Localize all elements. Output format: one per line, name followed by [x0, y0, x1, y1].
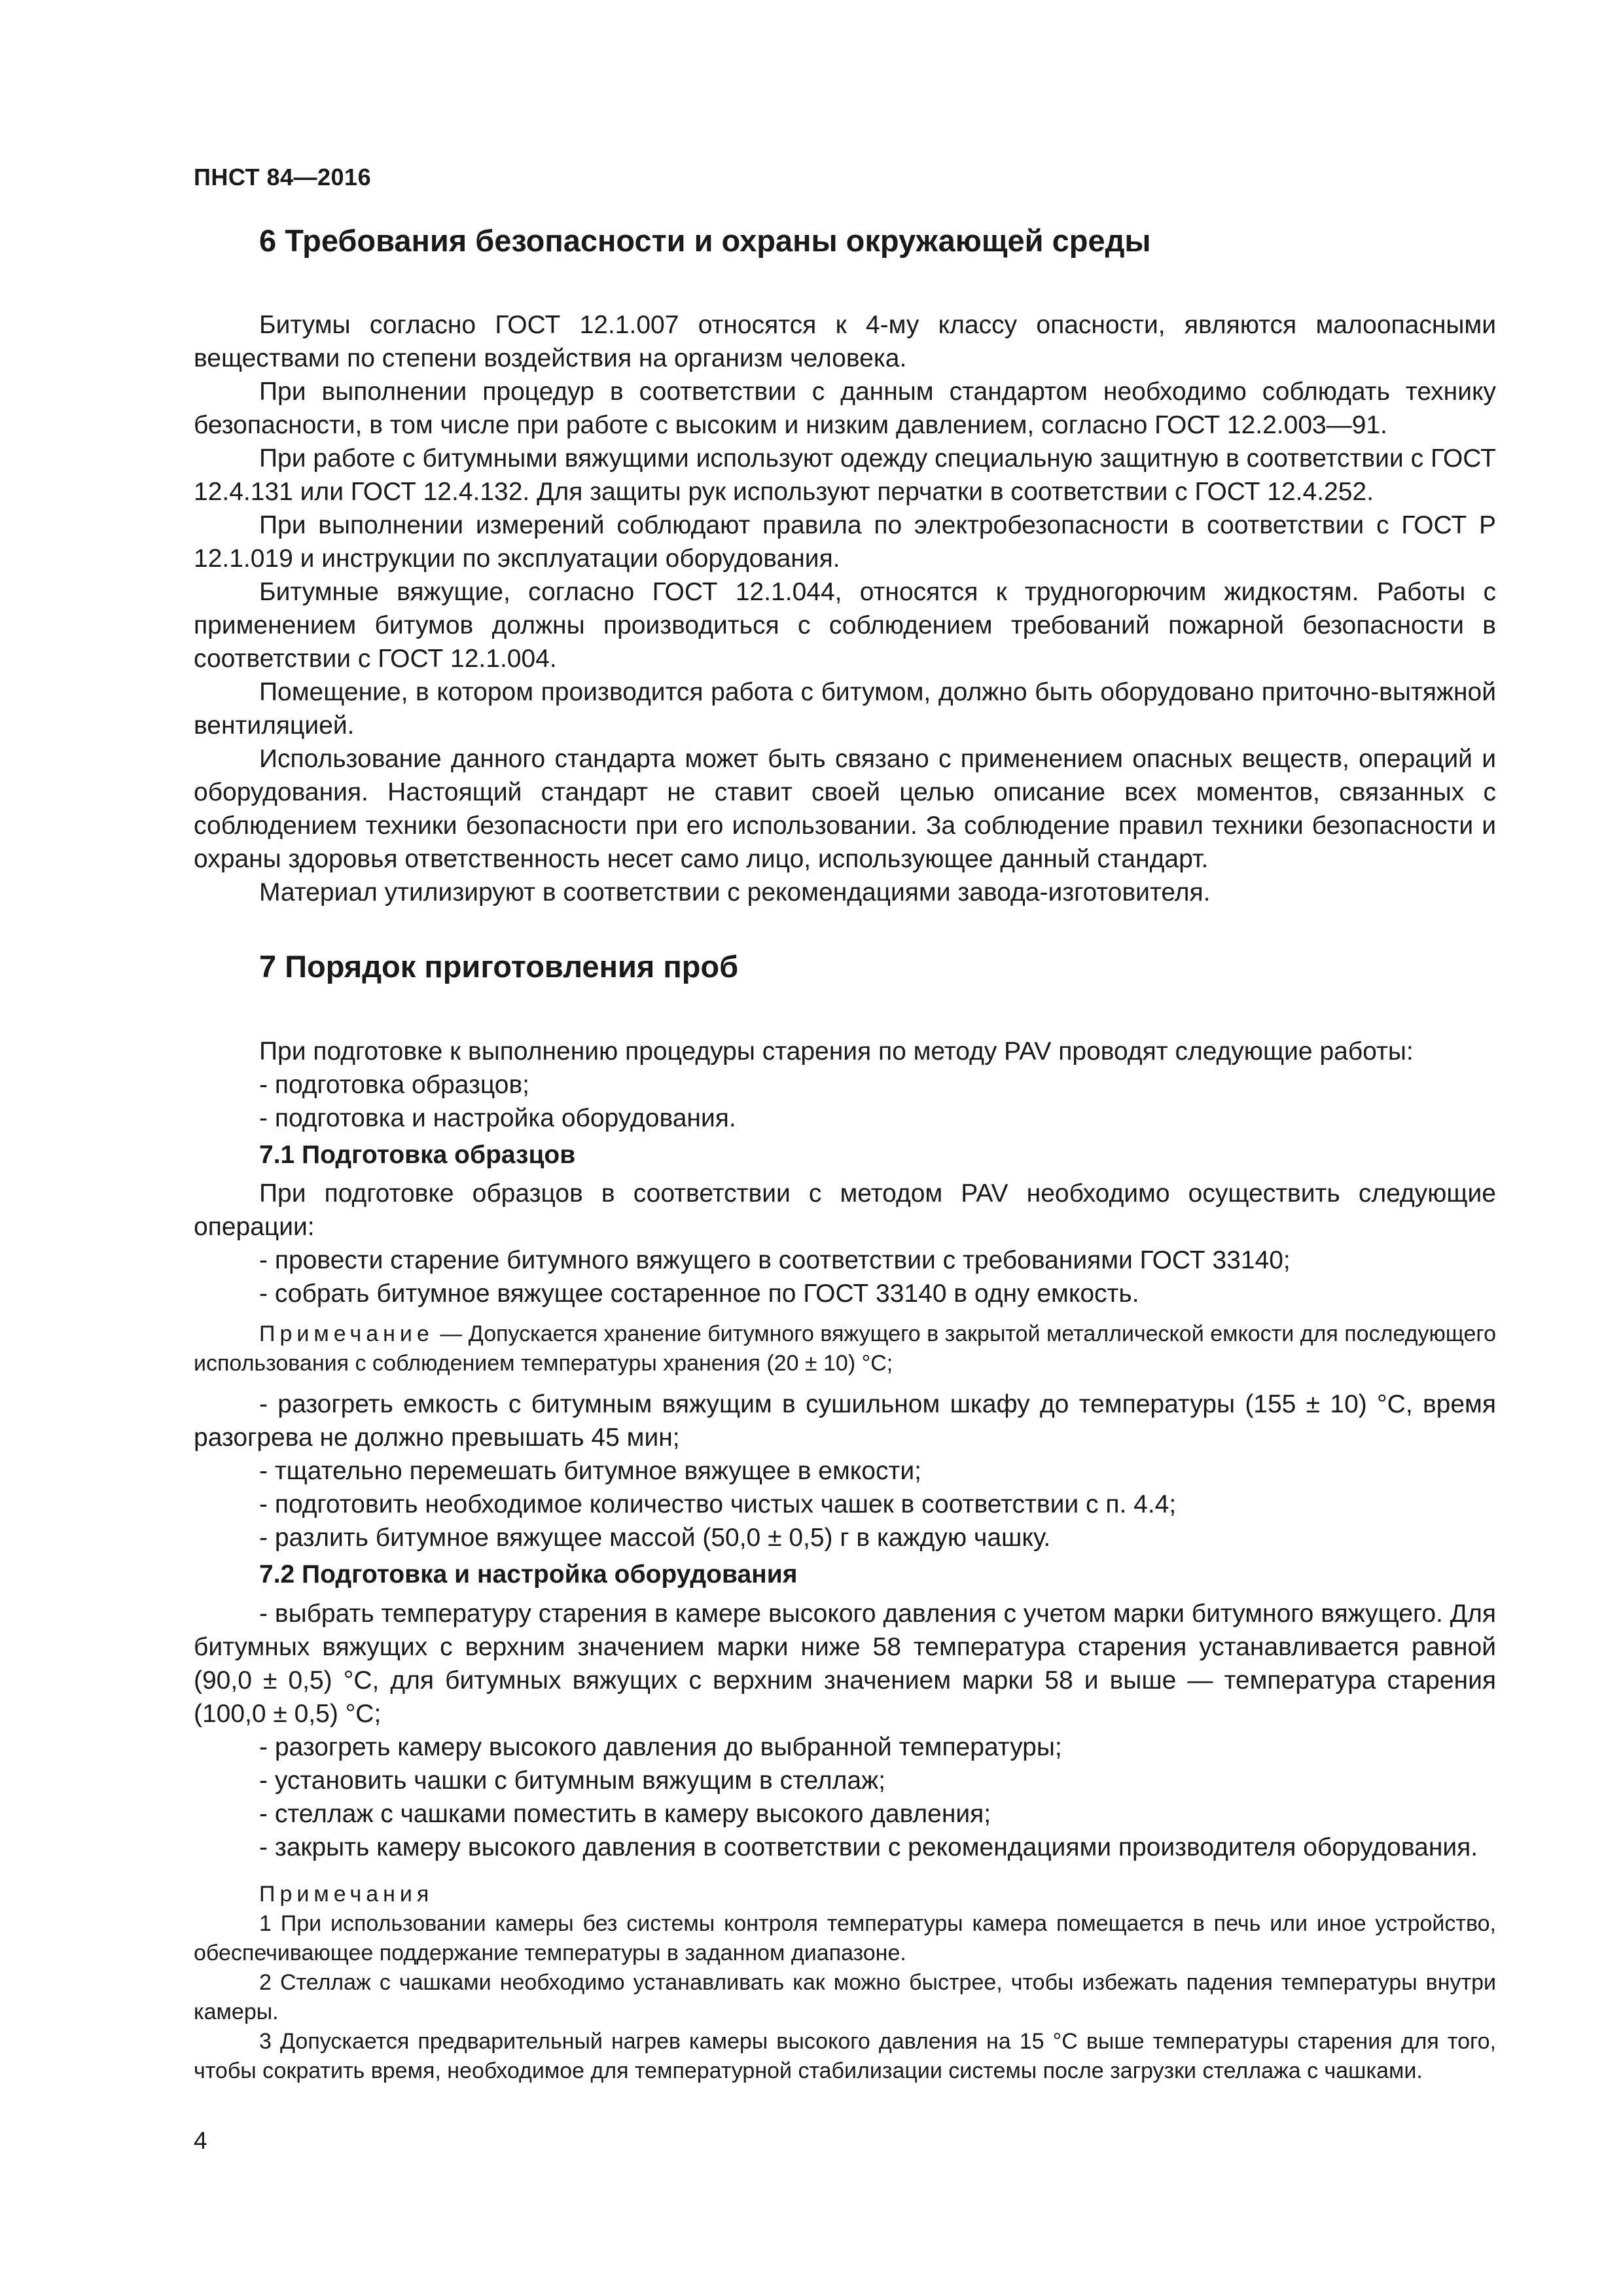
notes-heading: Примечания — [259, 1882, 434, 1907]
list-item: - разогреть камеру высокого давления до выбранной температуры; — [259, 1733, 1062, 1762]
section-6-paragraph: При выполнении процедур в соответствии с данным стандартом необходимо соблюдать технику безопасности, в том числе при работе с высоким и низким давлением, согласно ГОСТ 12.2.003—91. — [194, 378, 1496, 440]
list-item: - провести старение битумного вяжущего в соответствии с требованиями ГОСТ 33140; — [259, 1246, 1291, 1275]
list-item: - закрыть камеру высокого давления в соответствии с рекомендациями производителя оборудования. — [259, 1833, 1478, 1862]
note-label: Примечание — [259, 1321, 434, 1347]
section-6-paragraph: Битумные вяжущие, согласно ГОСТ 12.1.044, относятся к трудногорючим жидкостям. Работы с применением битумов должны производиться с соблюдением требований пожарной безопасности в соответствии с ГОСТ 12.1.004. — [194, 578, 1496, 673]
section-6-title: 6 Требования безопасности и охраны окружающей среды — [259, 223, 1151, 258]
section-6-paragraph: Помещение, в котором производится работа с битумом, должно быть оборудовано приточно-вытяжной вентиляцией. — [194, 678, 1496, 740]
list-item: - стеллаж с чашками поместить в камеру высокого давления; — [259, 1800, 991, 1829]
list-item: - установить чашки с битумным вяжущим в стеллаж; — [259, 1767, 886, 1795]
subsection-7-2-title: 7.2 Подготовка и настройка оборудования — [259, 1560, 798, 1589]
note-item: 2 Стеллаж с чашками необходимо устанавливать как можно быстрее, чтобы избежать падения температуры внутри камеры. — [194, 1970, 1496, 2025]
note-item: 1 При использовании камеры без системы контроля температуры камера помещается в печь или иное устройство, обеспечивающее поддержание температуры в заданном диапазоне. — [194, 1911, 1496, 1966]
subsection-7-1-intro: При подготовке образцов в соответствии с методом PAV необходимо осуществить следующие операции: — [194, 1179, 1496, 1242]
list-item: - разлить битумное вяжущее массой (50,0 ± 0,5) г в каждую чашку. — [259, 1524, 1051, 1552]
page-number: 4 — [194, 2127, 207, 2154]
section-6-paragraph: Материал утилизируют в соответствии с рекомендациями завода-изготовителя. — [259, 878, 1211, 907]
list-item: - разогреть емкость с битумным вяжущим в сушильном шкафу до температуры (155 ± 10) °C, время разогрева не должно превышать 45 мин; — [194, 1390, 1496, 1452]
section-6-paragraph: Битумы согласно ГОСТ 12.1.007 относятся к 4-му классу опасности, являются малоопасными веществами по степени воздействия на организм человека. — [194, 311, 1496, 373]
section-6-paragraph: Использование данного стандарта может быть связано с применением опасных веществ, операций и оборудования. Настоящий стандарт не ставит своей целью описание всех моментов, связанных с соблюдением техники безопасности при его использовании. За соблюдение правил техники безопасности и охраны здоровья ответственность несет само лицо, использующее данный стандарт. — [194, 745, 1496, 874]
page-body — [194, 223, 1496, 2086]
note-text: — Допускается хранение битумного вяжущего в закрытой металлической емкости для последующего использования с соблюдением температуры хранения (20 ± 10) °C; — [194, 1321, 1496, 1376]
note-7-1 — [194, 1319, 1496, 1378]
list-item: - тщательно перемешать битумное вяжущее в емкости; — [259, 1457, 921, 1486]
section-7-title: 7 Порядок приготовления проб — [259, 949, 739, 984]
list-item: - подготовка образцов; — [259, 1070, 530, 1099]
note-item: 3 Допускается предварительный нагрев камеры высокого давления на 15 °C выше температуры старения для того, чтобы сократить время, необходимое для температурной стабилизации системы после загрузки стеллажа с чашками. — [194, 2029, 1496, 2084]
list-item: - выбрать температуру старения в камере высокого давления с учетом марки битумного вяжущего. Для битумных вяжущих с верхним значением марки ниже 58 температура старения устанавливается равной (90,0 ± 0,5) °C, для битумных вяжущих с верхним значением марки 58 и выше — температура старения (100,0 ± 0,5) °C; — [194, 1600, 1496, 1729]
list-item: - собрать битумное вяжущее состаренное по ГОСТ 33140 в одну емкость. — [259, 1280, 1139, 1308]
list-item: - подготовка и настройка оборудования. — [259, 1103, 736, 1132]
subsection-7-1-title: 7.1 Подготовка образцов — [259, 1140, 576, 1169]
section-6-paragraph: При выполнении измерений соблюдают правила по электробезопасности в соответствии с ГОСТ Р 12.1.019 и инструкции по эксплуатации оборудования. — [194, 511, 1496, 573]
document-code: ПНСТ 84—2016 — [194, 164, 372, 190]
section-6-paragraph: При работе с битумными вяжущими используют одежду специальную защитную в соответствии с ГОСТ 12.4.131 или ГОСТ 12.4.132. Для защиты рук используют перчатки в соответствии с ГОСТ 12.4.252. — [194, 444, 1496, 507]
list-item: - подготовить необходимое количество чистых чашек в соответствии с п. 4.4; — [259, 1490, 1177, 1519]
section-7-intro: При подготовке к выполнению процедуры старения по методу PAV проводят следующие работы: — [259, 1037, 1414, 1066]
